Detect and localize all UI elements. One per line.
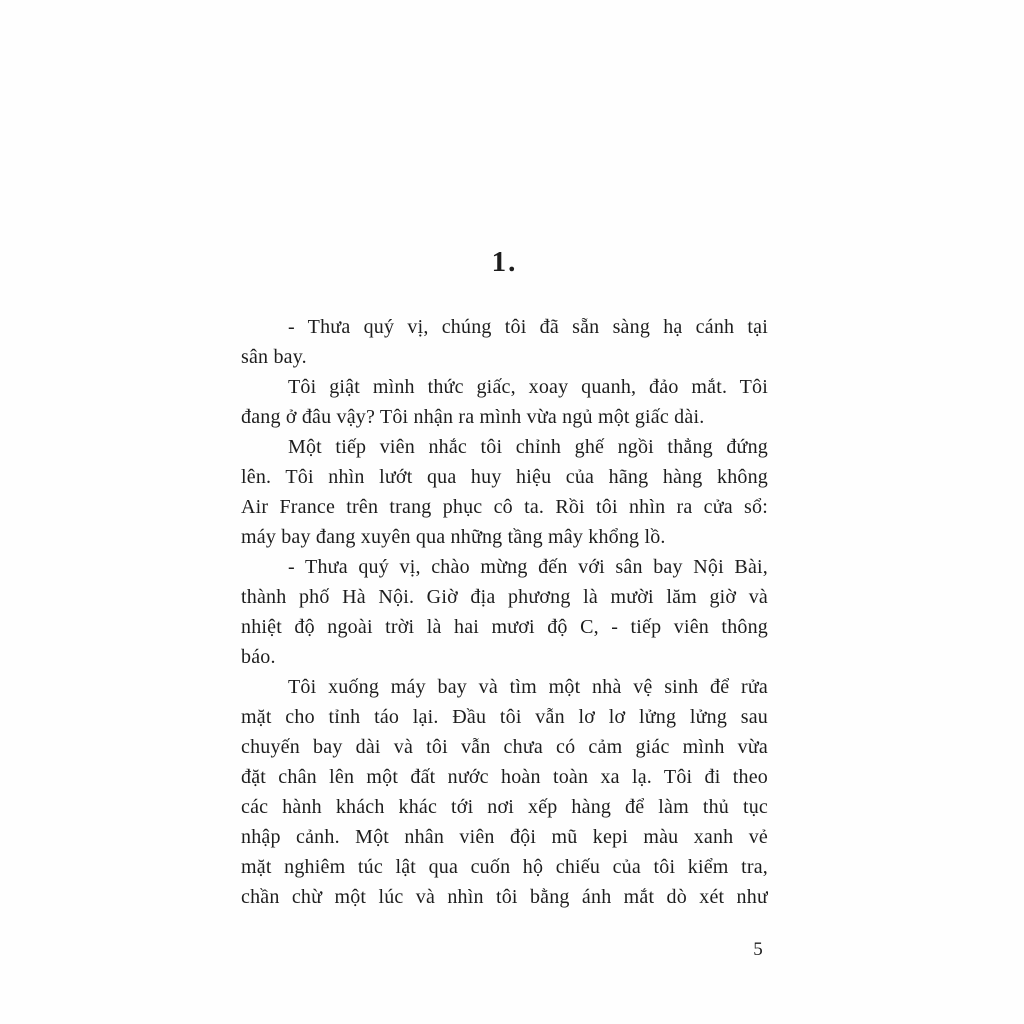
text-line: lên. Tôi nhìn lướt qua huy hiệu của hãng hàng không	[241, 466, 768, 488]
text-line: sân bay.	[241, 346, 307, 368]
text-line: - Thưa quý vị, chào mừng đến với sân bay Nội Bài,	[288, 556, 768, 578]
text-block	[241, 244, 768, 912]
text-line: các hành khách khác tới nơi xếp hàng để làm thủ tục	[241, 796, 768, 818]
paragraphs-container	[241, 312, 768, 912]
text-line: Tôi xuống máy bay và tìm một nhà vệ sinh để rửa	[288, 676, 768, 698]
text-line: báo.	[241, 646, 276, 668]
text-line: nhập cảnh. Một nhân viên đội mũ kepi màu xanh vẻ	[241, 826, 768, 848]
text-line: mặt nghiêm túc lật qua cuốn hộ chiếu của tôi kiểm tra,	[241, 856, 768, 878]
chapter-heading: 1.	[491, 246, 518, 278]
text-line: mặt cho tỉnh táo lại. Đầu tôi vẫn lơ lơ lửng lửng sau	[241, 706, 768, 728]
text-line: chuyến bay dài và tôi vẫn chưa có cảm giác mình vừa	[241, 736, 768, 758]
paragraph	[241, 552, 768, 672]
paragraph	[241, 672, 768, 912]
text-line: đang ở đâu vậy? Tôi nhận ra mình vừa ngủ một giấc dài.	[241, 406, 705, 428]
paragraph	[241, 432, 768, 552]
text-line: Tôi giật mình thức giấc, xoay quanh, đảo mắt. Tôi	[288, 376, 768, 398]
paragraph	[241, 312, 768, 372]
text-line: Một tiếp viên nhắc tôi chỉnh ghế ngồi thẳng đứng	[288, 436, 768, 458]
text-line: máy bay đang xuyên qua những tầng mây khổng lồ.	[241, 526, 666, 548]
text-line: thành phố Hà Nội. Giờ địa phương là mười lăm giờ và	[241, 586, 768, 608]
paragraph	[241, 372, 768, 432]
text-line: nhiệt độ ngoài trời là hai mươi độ C, - tiếp viên thông	[241, 616, 768, 638]
text-line: đặt chân lên một đất nước hoàn toàn xa lạ. Tôi đi theo	[241, 766, 768, 788]
page-number: 5	[753, 939, 763, 960]
text-line: - Thưa quý vị, chúng tôi đã sẵn sàng hạ cánh tại	[288, 316, 768, 338]
text-line: Air France trên trang phục cô ta. Rồi tôi nhìn ra cửa sổ:	[241, 496, 768, 518]
text-line: chần chừ một lúc và nhìn tôi bằng ánh mắt dò xét như	[241, 886, 768, 908]
